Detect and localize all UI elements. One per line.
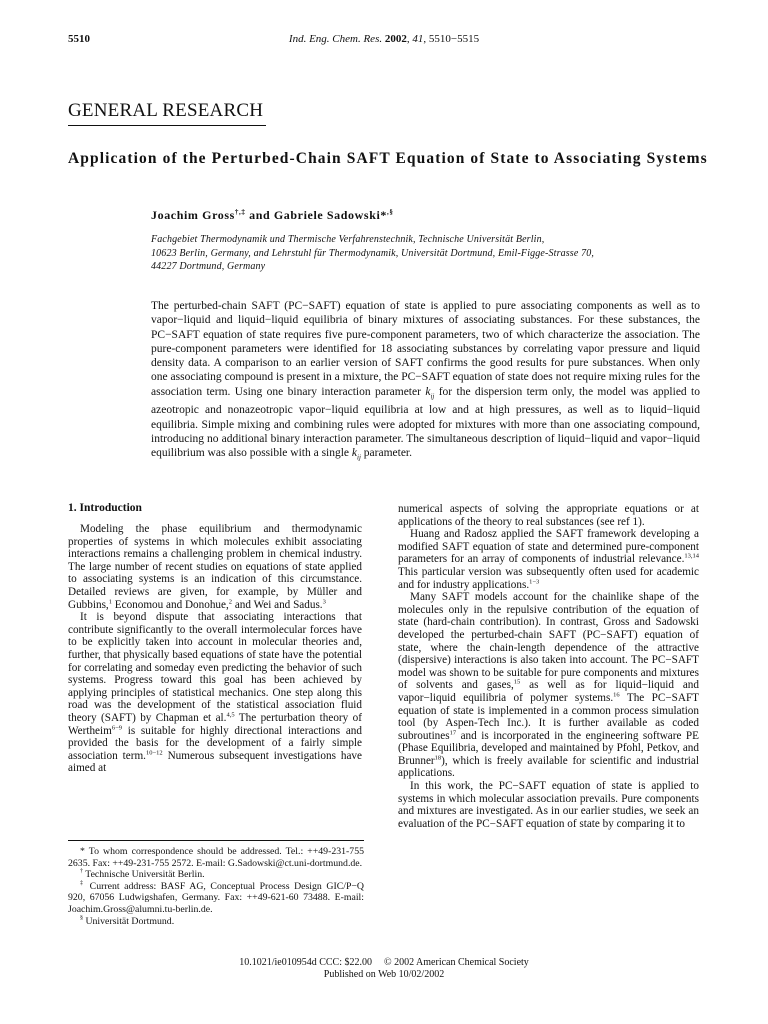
footnote-dortmund: § Universität Dortmund. xyxy=(80,915,175,927)
section-heading: GENERAL RESEARCH xyxy=(68,100,264,121)
right-column xyxy=(398,503,699,830)
doi-ccc: 10.1021/ie010954d CCC: $22.00 xyxy=(239,957,372,968)
published-date: Published on Web 10/02/2002 xyxy=(323,969,445,980)
citation-ref[interactable]: 17 xyxy=(449,728,457,736)
footnote-tu-berlin: † Technische Universität Berlin. xyxy=(80,868,205,881)
citation-ref[interactable]: 3 xyxy=(322,597,326,605)
journal-pages: 5510−5515 xyxy=(428,33,480,45)
footnote-rule xyxy=(68,840,364,841)
affiliation xyxy=(151,233,711,274)
abstract-symbol-kij-2: k xyxy=(351,447,358,460)
author-2-marks: ,§ xyxy=(387,208,394,216)
affiliation-line-2: 10623 Berlin, Germany, and Lehrstuhl für Thermodynamik, Universität Dortmund, Emil-Figge-Strasse 70, xyxy=(151,247,595,259)
left-column xyxy=(68,501,362,775)
intro-paragraph-2: It is beyond dispute that associating interactions that contribute significantly to the overall intermolecular forces have to be explicitly taken into account in molecular theories and, further, that physically based equations of state have the potential for correlating and someday even predicting the behavior of such systems. Progress toward this goal has been achieved by applying principles of statistical mechanics. One step along this road was the development of the statistical association fluid theory (SAFT) by Chapman et al.$^{4,5}$ The perturbation theory of Wertheim$^{6-9}$ is suitable for highly directional interactions and provided the basis for the development of a fairly simple association term.$^{10-12}$ Numerous subsequent investigations have aimed at xyxy=(68,611,362,775)
authors xyxy=(151,208,393,223)
intro-paragraph-4: Huang and Radosz applied the SAFT framework developing a modified SAFT equation of state and determined pure-component parameters for an array of components of industrial relevance.$^{13,14}$ This particular version was subsequently often used for academic and for industry applications.$^{1-3}$ xyxy=(398,528,699,591)
doi-line xyxy=(0,957,768,969)
section-rule xyxy=(68,125,266,126)
citation-ref[interactable]: 13,14 xyxy=(684,552,699,560)
journal-citation: Ind. Eng. Chem. Res. 2002, 41, 5510−5515 xyxy=(288,33,480,45)
citation-ref[interactable]: 10−12 xyxy=(145,748,163,756)
citation-ref[interactable]: 18 xyxy=(434,754,442,762)
intro-paragraph-5: Many SAFT models account for the chainlike shape of the molecules only in the repulsive contribution of the equation of state (hard-chain contribution). In contrast, Gross and Sadowski developed the perturbed-chain SAFT (PC−SAFT) equation of state, where the chain-length dependence of the attractive (dispersive) interactions is also taken into account. The PC−SAFT model was shown to be suitable for pure components and mixtures of solvents and gases,$^{15}$ as well as for liquid−liquid and vapor−liquid equilibria of polymer systems.$^{16}$ The PC−SAFT equation of state is implemented in a common process simulation tool (by Aspen-Tech Inc.). It is further available as coded subroutines$^{17}$ and is incorporated in the engineering software PE (Phase Equilibria, developed and maintained by Pfohl, Petkov, and Brunner$^{18}$), which is freely available for scientific and industrial applications. xyxy=(398,591,699,780)
abstract-text-2: for the dispersion term only, the model was applied to azeotropic and nonazeotropic vapor−liquid equilibria at low and at high pressures, as well as to liquid−liquid equilibria. Simple mixing and combining rules were adopted for mixtures with more than one associating compound, introducing no additional binary interaction parameter. The simultaneous description of liquid−liquid and vapor−liquid equilibrium was also possible with a single xyxy=(151,385,700,460)
abstract-text-1: The perturbed-chain SAFT (PC−SAFT) equation of state is applied to pure associating components as well as to vapor−liquid and liquid−liquid equilibria of binary mixtures of associating substances. For these substances, the PC−SAFT equation of state requires five pure-component parameters, two of which characterize the association. The pure-component parameters were identified for 18 associating substances by correlating vapor pressure and liquid density data. A comparison to an earlier version of SAFT confirms the good results for pure substances. When only one associating compound is present in a mixture, the PC−SAFT equation of state does not require mixing rules for the association term. Using one binary interaction parameter xyxy=(151,300,700,398)
citation-ref[interactable]: 1 xyxy=(108,597,112,605)
abstract-symbol-kij-1: k xyxy=(425,385,431,398)
intro-paragraph-1: Modeling the phase equilibrium and thermodynamic properties of systems in which molecules exhibit associating interactions remains a challenging problem in chemical industry. The large number of recent studies on equations of state applied to associating systems is an indication of this circumstance. Detailed reviews are given, for example, by Müller and Gubbins,$^1$ Economou and Donohue,$^2$ and Wei and Sadus.$^3$ xyxy=(68,523,362,611)
paper-title: Application of the Perturbed-Chain SAFT Equation of State to Associating Systems xyxy=(68,150,708,167)
intro-paragraph-6: In this work, the PC−SAFT equation of state is applied to systems in which molecular association prevails. Pure components and mixtures are investigated. As in our earlier studies, we seek an evaluation of the PC−SAFT equation of state by comparing it to xyxy=(398,780,699,830)
copyright: © 2002 American Chemical Society xyxy=(384,957,529,968)
journal-abbrev: Ind. Eng. Chem. Res. xyxy=(288,33,383,45)
page-number: 5510 xyxy=(68,33,90,45)
abstract-subscript-1: ij xyxy=(430,392,435,401)
author-2: Gabriele Sadowski* xyxy=(273,208,388,222)
journal-volume: 41 xyxy=(412,33,424,45)
footnote-current-address: ‡ Current address: BASF AG, Conceptual Process Design GIC/P−Q 920, 67056 Ludwigshafen, Germany. Fax: ++49-621-60 73488. E-mail: Joachim.Gross@alumni.tu-berlin.de. xyxy=(68,880,365,915)
citation-ref[interactable]: 16 xyxy=(613,691,620,699)
journal-year: 2002 xyxy=(384,33,407,45)
authors-connector: and xyxy=(249,208,271,222)
abstract-text-3: parameter. xyxy=(360,447,413,460)
author-1-marks: †,‡ xyxy=(234,208,246,216)
abstract xyxy=(151,299,700,465)
footnotes xyxy=(68,846,364,927)
affiliation-line-1: Fachgebiet Thermodynamik und Thermische Verfahrenstechnik, Technische Universität Berlin, xyxy=(151,234,545,245)
affiliation-line-3: 44227 Dortmund, Germany xyxy=(151,261,266,272)
citation-ref[interactable]: 15 xyxy=(513,678,521,686)
intro-heading: 1. Introduction xyxy=(68,502,142,514)
abstract-subscript-2: ij xyxy=(357,453,361,462)
citation-ref[interactable]: 4,5 xyxy=(226,711,235,719)
intro-paragraph-3: numerical aspects of solving the appropriate equations or at applications of the theory to real substances (see ref 1). xyxy=(398,503,699,528)
citation-ref[interactable]: 1−3 xyxy=(529,577,540,585)
author-1: Joachim Gross xyxy=(151,208,235,222)
citation-ref[interactable]: 2 xyxy=(228,597,233,605)
citation-ref[interactable]: 6−9 xyxy=(111,723,123,731)
footnote-correspondence: * To whom correspondence should be addressed. Tel.: ++49-231-755 2635. Fax: ++49-231-755 2572. E-mail: G.Sadowski@ct.uni-dortmund.de. xyxy=(68,846,364,869)
